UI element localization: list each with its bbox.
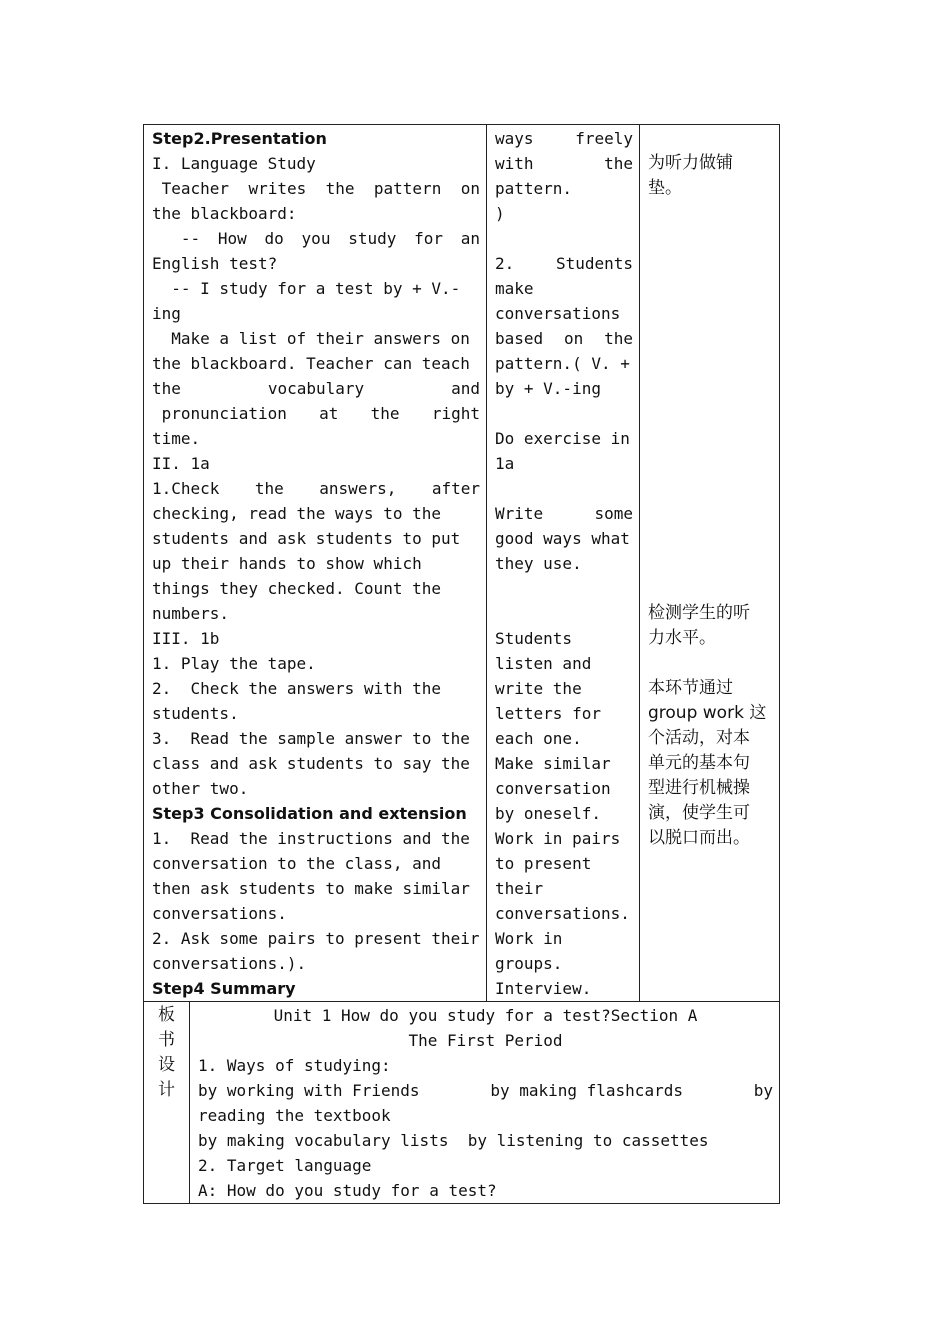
text-line: 3. Read the sample answer to the [152, 729, 470, 748]
text-line: pronunciation at the right [152, 404, 480, 423]
step3-heading: Step3 Consolidation and extension [152, 804, 467, 823]
text-line: A: How do you study for a test? [198, 1181, 497, 1200]
text-line: Do exercise in [495, 429, 630, 448]
text-line: with the [495, 154, 633, 173]
board-subtitle: The First Period [408, 1031, 563, 1050]
text-line: conversations.). [152, 954, 307, 973]
text-line: II. 1a [152, 454, 210, 473]
text-line: 1.Check the answers, after [152, 479, 480, 498]
text-line: 垫。 [648, 178, 682, 198]
text-line: pattern. [495, 179, 573, 198]
text-line: 2. Target language [198, 1156, 372, 1175]
text-line: ) [495, 204, 505, 223]
lesson-plan-table [143, 124, 780, 1204]
text-line: 单元的基本句 [648, 753, 750, 773]
text-line: letters for [495, 704, 601, 723]
blackboard-row [144, 1002, 780, 1204]
text-line: group work 这 [648, 703, 767, 723]
text-line: Make a list of their answers on [152, 329, 470, 348]
teacher-activity-cell [144, 125, 487, 1002]
board-label-char: 书 [158, 1030, 175, 1050]
text-line: the blackboard. Teacher can teach [152, 354, 470, 373]
text-line: up their hands to show which [152, 554, 422, 573]
text-line: conversation [495, 779, 611, 798]
text-line: groups. [495, 954, 563, 973]
student-activity-cell [487, 125, 640, 1002]
board-label-char: 计 [158, 1080, 175, 1100]
text-line: to present [495, 854, 592, 873]
text-line: checking, read the ways to the [152, 504, 441, 523]
text-line: the vocabulary and [152, 379, 480, 398]
board-label-char: 板 [158, 1005, 175, 1025]
text-line: 以脱口而出。 [648, 828, 750, 848]
text-line: by making vocabulary lists by listening to cassettes [198, 1131, 709, 1150]
text-line: numbers. [152, 604, 230, 623]
text-line: 2. Students [495, 254, 633, 273]
text-line: good ways what [495, 529, 630, 548]
text-line: by + V.-ing [495, 379, 601, 398]
text-line: pattern.( V. + [495, 354, 630, 373]
text-line: 型进行机械操 [648, 778, 750, 798]
steps-row [144, 125, 780, 1002]
text-line: Work in [495, 929, 563, 948]
text-line: 1a [495, 454, 515, 473]
text-line: Write some [495, 504, 633, 523]
text-line: other two. [152, 779, 249, 798]
text-line: conversation to the class, and [152, 854, 441, 873]
board-label-char: 设 [158, 1055, 175, 1075]
text-line: 1. Ways of studying: [198, 1056, 391, 1075]
board-title: Unit 1 How do you study for a test?Section A [273, 1006, 698, 1025]
text-line: they use. [495, 554, 582, 573]
design-intent-cell [640, 125, 780, 1002]
text-line: Make similar [495, 754, 611, 773]
text-line: conversations. [495, 904, 630, 923]
text-line: listen and [495, 654, 592, 673]
text-line: by oneself. [495, 804, 601, 823]
text-line: then ask students to make similar [152, 879, 470, 898]
text-line: 本环节通过 [648, 678, 733, 698]
text-line: I. Language Study [152, 154, 316, 173]
text-line: by working with Friends by making flashcards by [198, 1081, 773, 1100]
text-line: Work in pairs [495, 829, 621, 848]
text-line: students and ask students to put [152, 529, 461, 548]
text-line: -- How do you study for an [152, 229, 480, 248]
text-line: conversations. [152, 904, 287, 923]
text-line: each one. [495, 729, 582, 748]
blackboard-content-cell [190, 1002, 780, 1204]
step2-heading: Step2.Presentation [152, 129, 327, 148]
step4-heading: Step4 Summary [152, 979, 296, 998]
text-line: Teacher writes the pattern on [152, 179, 480, 198]
text-line: 演，使学生可 [648, 803, 750, 823]
text-line: ways freely [495, 129, 633, 148]
text-line: 2. Ask some pairs to present their [152, 929, 480, 948]
text-line: 力水平。 [648, 628, 716, 648]
text-line: class and ask students to say the [152, 754, 470, 773]
text-line: III. 1b [152, 629, 220, 648]
text-line: the blackboard: [152, 204, 297, 223]
text-line: 为听力做铺 [648, 153, 733, 173]
text-line: -- I study for a test by + V.- [152, 279, 461, 298]
text-line: 1. Play the tape. [152, 654, 316, 673]
text-line: 检测学生的听 [648, 603, 750, 623]
text-line: conversations [495, 304, 621, 323]
text-line: ing [152, 304, 181, 323]
text-line: Students [495, 629, 573, 648]
text-line: write the [495, 679, 582, 698]
text-line: reading the textbook [198, 1106, 391, 1125]
text-line: based on the [495, 329, 633, 348]
text-line: things they checked. Count the [152, 579, 441, 598]
text-line: time. [152, 429, 201, 448]
text-line: Interview. [495, 979, 592, 998]
text-line: 个活动，对本 [648, 728, 750, 748]
text-line: English test? [152, 254, 278, 273]
text-line: make [495, 279, 534, 298]
blackboard-label-cell [144, 1002, 190, 1204]
text-line: students. [152, 704, 239, 723]
text-line: their [495, 879, 544, 898]
text-line: 1. Read the instructions and the [152, 829, 470, 848]
text-line: 2. Check the answers with the [152, 679, 441, 698]
